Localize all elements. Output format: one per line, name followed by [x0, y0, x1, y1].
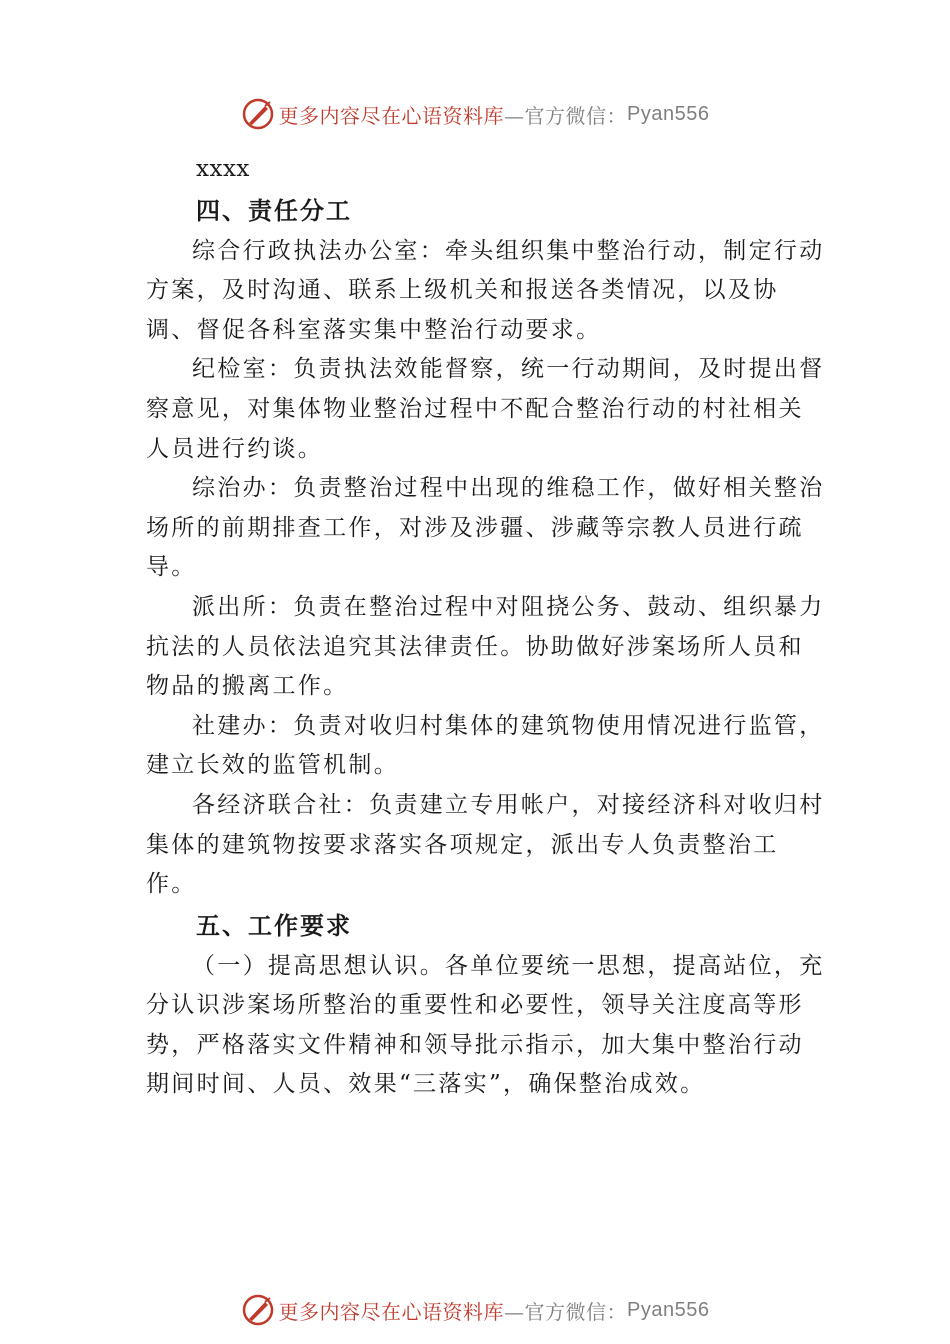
paragraph-economic-cooperatives: 各经济联合社：负责建立专用帐户，对接经济科对收归村集体的建筑物按要求落实各项规定，派出专人负责整治工作。: [146, 791, 825, 898]
header-wechat-id: Pyan556: [627, 102, 710, 125]
footer-wechat-id: Pyan556: [627, 1298, 710, 1321]
footer-brand-text: 更多内容尽在心语资料库: [278, 1299, 505, 1324]
paragraph-requirement-1: （一）提高思想认识。各单位要统一思想，提高站位，充分认识涉案场所整治的重要性和必要性，领导关注度高等形势，严格落实文件精神和领导批示指示，加大集中整治行动期间时间、人员、效果“三落实”，确保整治成效。: [146, 952, 825, 1098]
paragraph-admin-office: 综合行政执法办公室：牵头组织集中整治行动，制定行动方案，及时沟通、联系上级机关和报送各类情况，以及协调、督促各科室落实集中整治行动要求。: [146, 237, 825, 343]
header-wechat-label: —官方微信：: [504, 103, 628, 128]
date-placeholder: xxxx: [196, 156, 250, 182]
footer-watermark: [0, 1290, 950, 1330]
section-4-title: 四、责任分工: [196, 196, 352, 225]
section-5-title: 五、工作要求: [196, 911, 352, 940]
header-brand-text: 更多内容尽在心语资料库: [278, 103, 505, 128]
quill-logo-icon: [241, 97, 275, 131]
quill-logo-icon: [241, 1293, 275, 1327]
paragraph-comprehensive-office: 综治办：负责整治过程中出现的维稳工作，做好相关整治场所的前期排查工作，对涉及涉疆、涉藏等宗教人员进行疏导。: [146, 475, 825, 581]
document-body: [146, 150, 826, 1105]
paragraph-police-station: 派出所：负责在整治过程中对阻挠公务、鼓动、组织暴力抗法的人员依法追究其法律责任。协助做好涉案场所人员和物品的搬离工作。: [146, 593, 825, 700]
header-watermark: [0, 94, 950, 134]
paragraph-discipline-office: 纪检室：负责执法效能督察，统一行动期间，及时提出督察意见，对集体物业整治过程中不配合整治行动的村社相关人员进行约谈。: [146, 356, 825, 462]
paragraph-community-office: 社建办：负责对收归村集体的建筑物使用情况进行监管，建立长效的监管机制。: [146, 712, 825, 779]
footer-wechat-label: —官方微信：: [504, 1299, 628, 1324]
